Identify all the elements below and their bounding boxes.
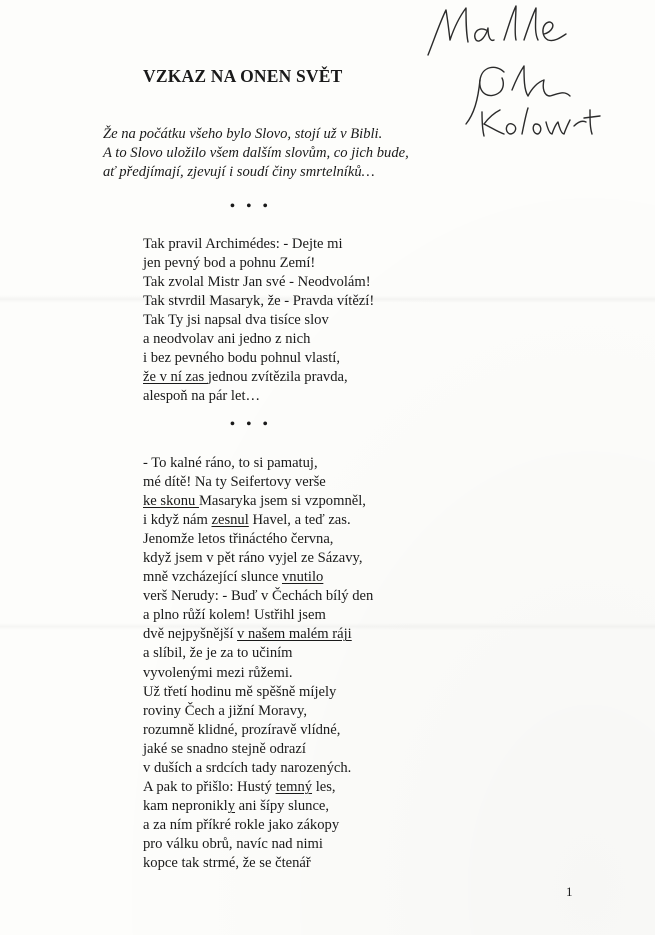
verse-line: i bez pevného bodu pohnul vlastí, — [143, 350, 340, 367]
verse-line: verš Nerudy: - Buď v Čechách bílý den — [143, 588, 374, 605]
verse-line: jen pevný bod a pohnu Zemí! — [143, 255, 316, 272]
verse-line — [143, 368, 374, 387]
section-separator: • • • — [230, 199, 272, 214]
verse-line: - To kalné ráno, to si pamatuj, — [143, 455, 318, 471]
stanza-1 — [143, 235, 374, 406]
underlined-phrase: y — [227, 797, 236, 814]
intro-line: A to Slovo uložilo všem dalším slovům, co jich bude, — [103, 145, 409, 161]
underlined-phrase: v našem malém ráji — [237, 626, 352, 643]
intro-paragraph — [103, 125, 409, 182]
verse-line: mé dítě! Na ty Seifertovy verše — [143, 474, 326, 491]
verse-line: a plno růží kolem! Ustřihl jsem — [143, 607, 326, 624]
verse-line: rozumně klidné, prozíravě vlídné, — [143, 721, 341, 738]
verse-text: Masaryka jsem si vzpomněl, — [198, 493, 366, 510]
verse-line: Tak pravil Archimédes: - Dejte mi — [143, 236, 343, 252]
underlined-phrase: zesnul — [211, 512, 249, 529]
verse-text: kam nepronikl — [143, 797, 228, 814]
verse-line: a slíbil, že je za to učiním — [143, 645, 293, 662]
verse-text: dvě nejpyšnější — [143, 626, 238, 643]
verse-line: Tak Ty jsi napsal dva tisíce slov — [143, 312, 329, 329]
intro-line: Že na počátku všeho bylo Slovo, stojí už v Bibli. — [103, 126, 383, 142]
verse-line: Už třetí hodinu mě spěšně míjely — [143, 683, 337, 700]
verse-line — [143, 568, 373, 587]
verse-text: les, — [312, 778, 336, 795]
page-number: 1 — [566, 884, 573, 899]
section-separator: • • • — [230, 417, 272, 432]
verse-line: alespoň na pár let… — [143, 388, 261, 405]
underlined-phrase: že v ní zas — [143, 369, 208, 386]
verse-text: Havel, a teď zas. — [248, 512, 351, 529]
verse-line: jaké se snadno stejně odrazí — [143, 740, 306, 757]
verse-line: roviny Čech a jižní Moravy, — [143, 702, 308, 719]
verse-text: jednou zvítězila pravda, — [207, 369, 348, 386]
verse-line — [143, 511, 373, 530]
document-title: VZKAZ NA ONEN SVĚT — [143, 66, 343, 86]
verse-line — [143, 797, 373, 816]
verse-text: i když nám — [143, 512, 212, 529]
verse-text: ani šípy slunce, — [235, 797, 330, 814]
verse-line — [143, 778, 373, 797]
verse-line: pro válku obrů, navíc nad nimi — [143, 835, 323, 852]
underlined-phrase: vnutilo — [281, 569, 324, 586]
underlined-phrase: temný — [275, 778, 313, 795]
verse-line: kopce tak strmé, že se čtenář — [143, 854, 311, 871]
verse-line: když jsem v pět ráno vyjel ze Sázavy, — [143, 550, 363, 567]
underlined-phrase: ke skonu — [143, 493, 199, 510]
verse-line: v duších a srdcích tady narozených. — [143, 759, 352, 776]
verse-line: Jenomže letos třináctého června, — [143, 531, 334, 548]
stanza-2 — [143, 454, 373, 873]
verse-line: Tak stvrdil Masaryk, že - Pravda vítězí! — [143, 293, 375, 310]
verse-line: vyvolenými mezi růžemi. — [143, 664, 293, 681]
verse-line: Tak zvolal Mistr Jan své - Neodvolám! — [143, 274, 371, 291]
verse-line — [143, 625, 373, 644]
verse-text: A pak to přišlo: Hustý — [143, 778, 276, 795]
verse-line: a neodvolav ani jedno z nich — [143, 331, 311, 348]
verse-line — [143, 492, 373, 511]
handwritten-signature — [420, 0, 620, 140]
intro-line: ať předjímají, zjevují i soudí činy smrtelníků… — [103, 164, 375, 180]
verse-line: a za ním příkré rokle jako zákopy — [143, 816, 340, 833]
verse-text: mně vzcházející slunce — [143, 569, 282, 586]
